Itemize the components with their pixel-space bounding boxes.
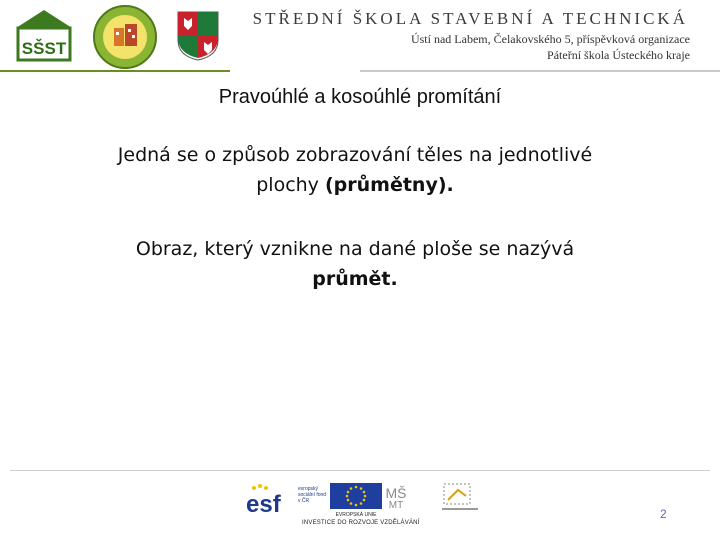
op-vk-logo-icon — [440, 482, 480, 514]
eu-flag-icon — [330, 483, 382, 517]
slide-title: Pravoúhlé a kosoúhlé promítání — [218, 86, 502, 108]
school-tagline: Páteřní škola Ústeckého kraje — [547, 48, 690, 62]
paragraph-projection-bold: průmět. — [312, 268, 398, 290]
school-address: Ústí nad Labem, Čelakovského 5, příspěvková organizace — [410, 32, 690, 46]
school-name: STŘEDNÍ ŠKOLA STAVEBNÍ A TECHNICKÁ — [252, 9, 688, 28]
footer-divider — [10, 470, 710, 471]
header-divider — [0, 70, 720, 72]
svg-text:EVROPSKÁ UNIE: EVROPSKÁ UNIE — [335, 512, 377, 517]
paragraph-definition-bold: (průmětny). — [324, 174, 454, 196]
esf-caption: evropský sociální fond v ČR — [298, 486, 327, 504]
ssst-logo-icon — [12, 8, 76, 62]
paragraph-definition-text: Jedná se o způsob zobrazování těles na jednotlivé plochy — [117, 144, 593, 196]
slide-header — [0, 0, 720, 72]
svg-text:esf: esf — [246, 491, 281, 518]
footer-logos — [244, 480, 484, 530]
paragraph-projection-text: Obraz, který vznikne na dané ploše se nazývá — [135, 238, 575, 260]
svg-text:MT: MT — [388, 500, 404, 510]
msmt-logo-icon — [376, 482, 416, 510]
page-number: 2 — [660, 507, 667, 521]
paragraph-projection — [90, 234, 620, 294]
school-seal-icon — [92, 4, 158, 70]
esf-logo-icon — [244, 482, 296, 518]
regional-coat-of-arms-icon — [176, 10, 220, 62]
svg-text:MŠ: MŠ — [385, 485, 407, 501]
paragraph-definition — [90, 140, 620, 200]
investment-slogan: INVESTICE DO ROZVOJE VZDĚLÁVÁNÍ — [302, 520, 420, 526]
svg-text:SŠST: SŠST — [21, 39, 67, 58]
